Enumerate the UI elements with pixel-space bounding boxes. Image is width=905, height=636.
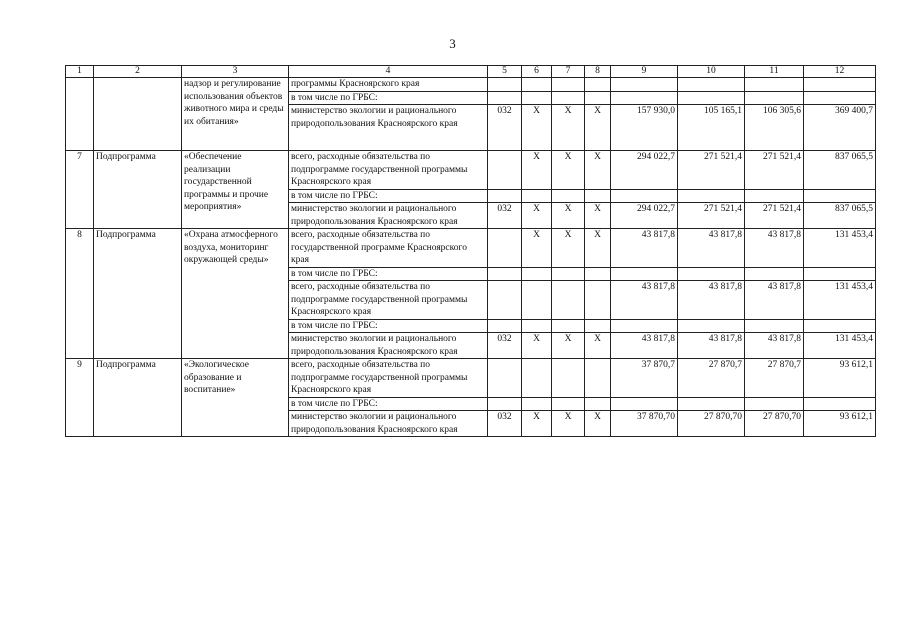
table-header-row bbox=[66, 66, 876, 78]
table-row bbox=[66, 151, 876, 190]
program-name: «Экологическое образование и воспитание» bbox=[182, 359, 289, 437]
row-type: Подпрограмма bbox=[94, 229, 182, 359]
value-cell: 43 817,8 bbox=[745, 229, 804, 268]
obligation-description: программы Красноярского края bbox=[289, 78, 488, 92]
grbs-code: 032 bbox=[488, 333, 522, 359]
header-cell: 4 bbox=[289, 66, 488, 78]
x-mark: X bbox=[585, 151, 611, 190]
value-cell: 43 817,8 bbox=[611, 333, 678, 359]
x-mark: X bbox=[585, 105, 611, 151]
obligation-description: всего, расходные обязательства по подпрограмме государственной программы Красноярского края bbox=[289, 359, 488, 398]
x-mark: X bbox=[522, 333, 552, 359]
grbs-label: в том числе по ГРБС: bbox=[289, 319, 488, 333]
x-mark: X bbox=[522, 229, 552, 268]
header-cell: 3 bbox=[182, 66, 289, 78]
x-mark: X bbox=[522, 411, 552, 437]
value-cell: 27 870,7 bbox=[745, 359, 804, 398]
header-cell: 8 bbox=[585, 66, 611, 78]
header-cell: 2 bbox=[94, 66, 182, 78]
value-cell: 43 817,8 bbox=[678, 333, 745, 359]
table-row bbox=[66, 359, 876, 398]
value-cell: 27 870,70 bbox=[745, 411, 804, 437]
value-cell: 43 817,8 bbox=[678, 281, 745, 320]
row-number: 7 bbox=[66, 151, 94, 229]
x-mark: X bbox=[585, 411, 611, 437]
value-cell: 837 065,5 bbox=[804, 203, 876, 229]
value-cell: 37 870,70 bbox=[611, 411, 678, 437]
header-cell: 10 bbox=[678, 66, 745, 78]
grbs-label: в том числе по ГРБС: bbox=[289, 189, 488, 203]
obligation-description: всего, расходные обязательства по подпрограмме государственной программы Красноярского края bbox=[289, 281, 488, 320]
value-cell: 93 612,1 bbox=[804, 359, 876, 398]
table-row bbox=[66, 229, 876, 268]
value-cell: 37 870,7 bbox=[611, 359, 678, 398]
value-cell: 43 817,8 bbox=[611, 229, 678, 268]
value-cell: 271 521,4 bbox=[745, 203, 804, 229]
grbs-code: 032 bbox=[488, 411, 522, 437]
x-mark: X bbox=[522, 203, 552, 229]
x-mark: X bbox=[552, 151, 585, 190]
value-cell: 27 870,7 bbox=[678, 359, 745, 398]
x-mark: X bbox=[552, 105, 585, 151]
value-cell: 294 022,7 bbox=[611, 203, 678, 229]
obligation-description: всего, расходные обязательства по государственной программе Красноярского края bbox=[289, 229, 488, 268]
program-name: надзор и регулирование использования объектов животного мира и среды их обитания» bbox=[182, 78, 289, 151]
x-mark: X bbox=[585, 333, 611, 359]
x-mark: X bbox=[522, 151, 552, 190]
grbs-label: в том числе по ГРБС: bbox=[289, 267, 488, 281]
ministry-name: министерство экологии и рационального природопользования Красноярского края bbox=[289, 203, 488, 229]
x-mark: X bbox=[585, 203, 611, 229]
value-cell: 43 817,8 bbox=[611, 281, 678, 320]
header-cell: 6 bbox=[522, 66, 552, 78]
ministry-name: министерство экологии и рационального природопользования Красноярского края bbox=[289, 333, 488, 359]
x-mark: X bbox=[552, 203, 585, 229]
header-cell: 11 bbox=[745, 66, 804, 78]
value-cell: 43 817,8 bbox=[745, 281, 804, 320]
grbs-code: 032 bbox=[488, 203, 522, 229]
value-cell: 294 022,7 bbox=[611, 151, 678, 190]
row-type bbox=[94, 78, 182, 151]
row-number bbox=[66, 78, 94, 151]
value-cell: 131 453,4 bbox=[804, 281, 876, 320]
value-cell: 93 612,1 bbox=[804, 411, 876, 437]
header-cell: 7 bbox=[552, 66, 585, 78]
grbs-code: 032 bbox=[488, 105, 522, 151]
value-cell: 157 930,0 bbox=[611, 105, 678, 151]
x-mark: X bbox=[552, 333, 585, 359]
program-name: «Обеспечение реализации государственной программы и прочие мероприятия» bbox=[182, 151, 289, 229]
budget-table bbox=[65, 65, 876, 437]
row-type: Подпрограмма bbox=[94, 151, 182, 229]
page-number: 3 bbox=[449, 36, 456, 51]
value-cell: 106 305,6 bbox=[745, 105, 804, 151]
value-cell: 369 400,7 bbox=[804, 105, 876, 151]
value-cell: 131 453,4 bbox=[804, 229, 876, 268]
value-cell: 105 165,1 bbox=[678, 105, 745, 151]
value-cell: 131 453,4 bbox=[804, 333, 876, 359]
header-cell: 12 bbox=[804, 66, 876, 78]
value-cell: 271 521,4 bbox=[745, 151, 804, 190]
ministry-name: министерство экологии и рационального природопользования Красноярского края bbox=[289, 105, 488, 151]
x-mark: X bbox=[552, 229, 585, 268]
value-cell: 27 870,70 bbox=[678, 411, 745, 437]
value-cell: 837 065,5 bbox=[804, 151, 876, 190]
x-mark: X bbox=[522, 105, 552, 151]
value-cell: 271 521,4 bbox=[678, 203, 745, 229]
ministry-name: министерство экологии и рационального природопользования Красноярского края bbox=[289, 411, 488, 437]
header-cell: 1 bbox=[66, 66, 94, 78]
header-cell: 5 bbox=[488, 66, 522, 78]
x-mark: X bbox=[552, 411, 585, 437]
x-mark: X bbox=[585, 229, 611, 268]
row-number: 9 bbox=[66, 359, 94, 437]
row-type: Подпрограмма bbox=[94, 359, 182, 437]
header-cell: 9 bbox=[611, 66, 678, 78]
grbs-label: в том числе по ГРБС: bbox=[289, 91, 488, 105]
row-number: 8 bbox=[66, 229, 94, 359]
value-cell: 43 817,8 bbox=[678, 229, 745, 268]
value-cell: 43 817,8 bbox=[745, 333, 804, 359]
value-cell: 271 521,4 bbox=[678, 151, 745, 190]
obligation-description: всего, расходные обязательства по подпрограмме государственной программы Красноярского края bbox=[289, 151, 488, 190]
grbs-label: в том числе по ГРБС: bbox=[289, 397, 488, 411]
program-name: «Охрана атмосферного воздуха, мониторинг окружающей среды» bbox=[182, 229, 289, 359]
table-row bbox=[66, 78, 876, 92]
